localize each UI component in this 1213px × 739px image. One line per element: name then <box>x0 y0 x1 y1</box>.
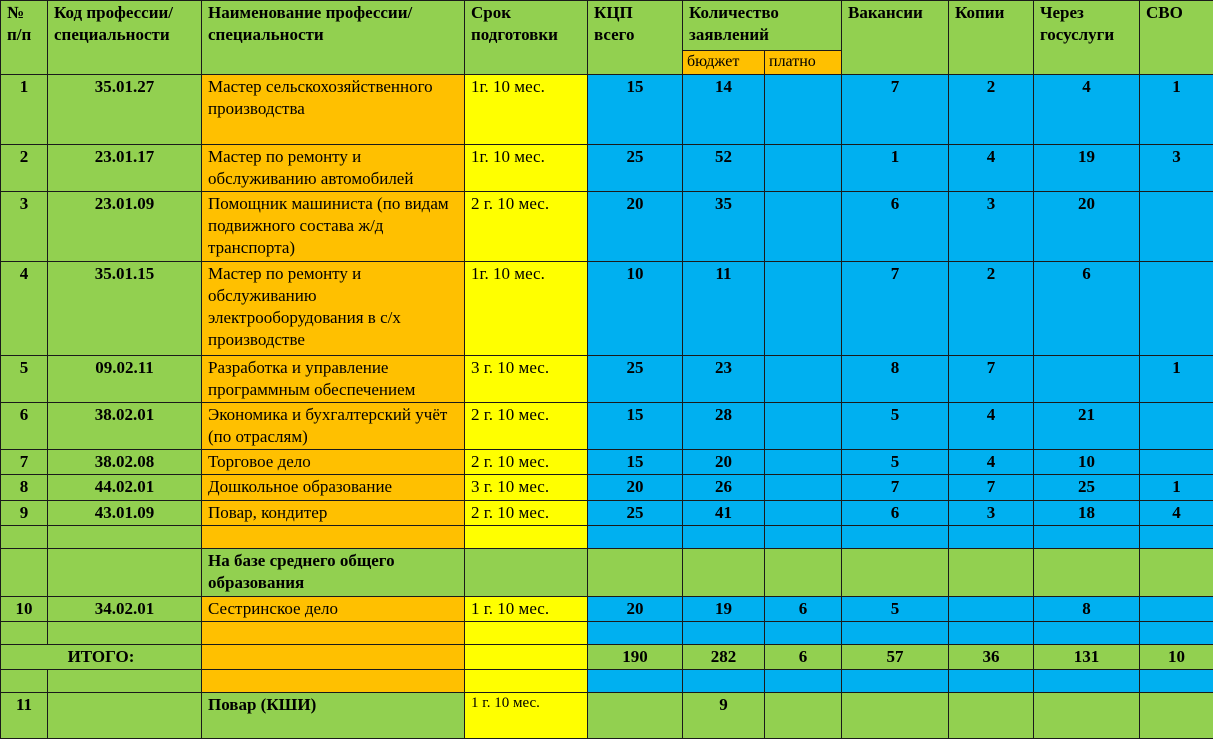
row-num: 4 <box>1 261 48 355</box>
row-gosuslugi: 18 <box>1034 500 1140 525</box>
empty-cell <box>465 525 588 548</box>
empty-cell <box>588 692 683 738</box>
empty-cell <box>48 669 202 692</box>
table-row <box>1 596 1213 621</box>
empty-cell <box>1140 548 1213 596</box>
empty-cell <box>765 548 842 596</box>
row-kcp: 15 <box>588 450 683 475</box>
header-budget: бюджет <box>683 51 765 75</box>
row-copies: 2 <box>949 74 1034 144</box>
row-gosuslugi: 20 <box>1034 191 1140 261</box>
row-name: Мастер по ремонту и обслуживанию электрооборудования в с/х производстве <box>202 261 465 355</box>
row-num: 2 <box>1 144 48 191</box>
table-row <box>1 261 1213 355</box>
header-copies: Копии <box>949 1 1034 75</box>
row-budget: 26 <box>683 475 765 500</box>
row-num: 10 <box>1 596 48 621</box>
table-row <box>1 450 1213 475</box>
empty-cell <box>842 692 949 738</box>
row-gosuslugi: 8 <box>1034 596 1140 621</box>
row-kcp: 15 <box>588 403 683 450</box>
row-paid: 6 <box>765 596 842 621</box>
row-svo <box>1140 261 1213 355</box>
header-applications: Количество заявлений <box>683 1 842 51</box>
empty-cell <box>465 644 588 669</box>
row-budget: 23 <box>683 355 765 402</box>
empty-cell <box>465 621 588 644</box>
row-paid <box>765 450 842 475</box>
empty-cell <box>588 548 683 596</box>
row-budget: 35 <box>683 191 765 261</box>
row-vacancies: 5 <box>842 450 949 475</box>
row-name: Повар, кондитер <box>202 500 465 525</box>
row-term: 1 г. 10 мес. <box>465 596 588 621</box>
row-kcp: 25 <box>588 355 683 402</box>
empty-cell <box>588 669 683 692</box>
row-name: Разработка и управление программным обеспечением <box>202 355 465 402</box>
row-term: 2 г. 10 мес. <box>465 403 588 450</box>
header-svo: СВО <box>1140 1 1213 75</box>
row-gosuslugi: 6 <box>1034 261 1140 355</box>
empty-cell <box>842 548 949 596</box>
total-vacancies: 57 <box>842 644 949 669</box>
row-vacancies: 7 <box>842 261 949 355</box>
empty-cell <box>1034 621 1140 644</box>
row-paid <box>765 403 842 450</box>
total-gosuslugi: 131 <box>1034 644 1140 669</box>
row-paid <box>765 74 842 144</box>
total-label: ИТОГО: <box>1 644 202 669</box>
row-name: Помощник машиниста (по видам подвижного состава ж/д транспорта) <box>202 191 465 261</box>
empty-cell <box>202 621 465 644</box>
header-name: Наименование профессии/специальности <box>202 1 465 75</box>
row-budget: 9 <box>683 692 765 738</box>
section-label: На базе среднего общего образования <box>202 548 465 596</box>
row-paid <box>765 261 842 355</box>
row-kcp: 20 <box>588 596 683 621</box>
spacer-row <box>1 525 1213 548</box>
empty-cell <box>949 692 1034 738</box>
row-paid <box>765 355 842 402</box>
header-gosuslugi: Через госуслуги <box>1034 1 1140 75</box>
total-svo: 10 <box>1140 644 1213 669</box>
row-budget: 14 <box>683 74 765 144</box>
table-row <box>1 355 1213 402</box>
empty-cell <box>765 525 842 548</box>
row-name: Сестринское дело <box>202 596 465 621</box>
empty-cell <box>48 548 202 596</box>
table-row <box>1 191 1213 261</box>
row-paid <box>765 475 842 500</box>
empty-cell <box>683 621 765 644</box>
row-code: 23.01.09 <box>48 191 202 261</box>
row-paid <box>765 144 842 191</box>
empty-cell <box>683 548 765 596</box>
row-budget: 41 <box>683 500 765 525</box>
empty-cell <box>1140 692 1213 738</box>
row-copies: 3 <box>949 191 1034 261</box>
row-name: Торговое дело <box>202 450 465 475</box>
row-kcp: 20 <box>588 191 683 261</box>
row-num: 8 <box>1 475 48 500</box>
table-row <box>1 475 1213 500</box>
row-code: 38.02.08 <box>48 450 202 475</box>
row-code: 23.01.17 <box>48 144 202 191</box>
row-copies: 4 <box>949 450 1034 475</box>
row-paid <box>765 500 842 525</box>
header-vacancies: Вакансии <box>842 1 949 75</box>
header-term: Срок подготовки <box>465 1 588 75</box>
table-row <box>1 692 1213 738</box>
row-budget: 19 <box>683 596 765 621</box>
row-name: Мастер по ремонту и обслуживанию автомобилей <box>202 144 465 191</box>
empty-cell <box>1140 669 1213 692</box>
row-vacancies: 7 <box>842 475 949 500</box>
row-code: 34.02.01 <box>48 596 202 621</box>
empty-cell <box>588 621 683 644</box>
empty-cell <box>1034 525 1140 548</box>
row-svo: 4 <box>1140 500 1213 525</box>
spacer-row <box>1 621 1213 644</box>
row-kcp: 25 <box>588 144 683 191</box>
section-row <box>1 548 1213 596</box>
row-name: Повар (КШИ) <box>202 692 465 738</box>
row-name: Экономика и бухгалтерский учёт (по отраслям) <box>202 403 465 450</box>
empty-cell <box>465 548 588 596</box>
row-copies <box>949 596 1034 621</box>
row-copies: 4 <box>949 403 1034 450</box>
total-kcp: 190 <box>588 644 683 669</box>
row-vacancies: 7 <box>842 74 949 144</box>
empty-cell <box>842 669 949 692</box>
row-code: 09.02.11 <box>48 355 202 402</box>
row-svo <box>1140 450 1213 475</box>
empty-cell <box>588 525 683 548</box>
empty-cell <box>1034 548 1140 596</box>
row-num: 9 <box>1 500 48 525</box>
table-row <box>1 144 1213 191</box>
row-copies: 4 <box>949 144 1034 191</box>
row-term: 1 г. 10 мес. <box>465 692 588 738</box>
row-code: 43.01.09 <box>48 500 202 525</box>
total-budget: 282 <box>683 644 765 669</box>
row-budget: 20 <box>683 450 765 475</box>
empty-cell <box>1 669 48 692</box>
empty-cell <box>842 525 949 548</box>
row-vacancies: 6 <box>842 500 949 525</box>
empty-cell <box>202 525 465 548</box>
row-name: Дошкольное образование <box>202 475 465 500</box>
row-term: 2 г. 10 мес. <box>465 191 588 261</box>
row-gosuslugi <box>1034 355 1140 402</box>
empty-cell <box>1 525 48 548</box>
header-kcp: КЦП всего <box>588 1 683 75</box>
empty-cell <box>1034 669 1140 692</box>
empty-cell <box>765 669 842 692</box>
row-num: 11 <box>1 692 48 738</box>
row-copies: 7 <box>949 355 1034 402</box>
table-row <box>1 500 1213 525</box>
row-budget: 52 <box>683 144 765 191</box>
row-vacancies: 5 <box>842 596 949 621</box>
row-kcp: 10 <box>588 261 683 355</box>
empty-cell <box>683 669 765 692</box>
row-gosuslugi: 25 <box>1034 475 1140 500</box>
row-budget: 11 <box>683 261 765 355</box>
empty-cell <box>842 621 949 644</box>
row-svo <box>1140 191 1213 261</box>
row-num: 3 <box>1 191 48 261</box>
row-num: 1 <box>1 74 48 144</box>
row-copies: 2 <box>949 261 1034 355</box>
row-term: 1г. 10 мес. <box>465 144 588 191</box>
row-vacancies: 8 <box>842 355 949 402</box>
header-num: № п/п <box>1 1 48 75</box>
row-term: 1г. 10 мес. <box>465 74 588 144</box>
row-code: 35.01.15 <box>48 261 202 355</box>
empty-cell <box>1 621 48 644</box>
empty-cell <box>765 692 842 738</box>
row-term: 1г. 10 мес. <box>465 261 588 355</box>
row-code: 38.02.01 <box>48 403 202 450</box>
row-term: 2 г. 10 мес. <box>465 500 588 525</box>
header-code: Код профессии/ специальности <box>48 1 202 75</box>
empty-cell <box>949 669 1034 692</box>
row-svo: 1 <box>1140 74 1213 144</box>
row-gosuslugi: 19 <box>1034 144 1140 191</box>
row-num: 5 <box>1 355 48 402</box>
row-kcp: 25 <box>588 500 683 525</box>
empty-cell <box>202 669 465 692</box>
empty-cell <box>949 548 1034 596</box>
total-row <box>1 644 1213 669</box>
row-budget: 28 <box>683 403 765 450</box>
row-num: 7 <box>1 450 48 475</box>
row-svo <box>1140 596 1213 621</box>
empty-cell <box>1034 692 1140 738</box>
row-svo <box>1140 403 1213 450</box>
spacer-row <box>1 669 1213 692</box>
row-vacancies: 1 <box>842 144 949 191</box>
empty-cell <box>949 621 1034 644</box>
empty-cell <box>48 692 202 738</box>
empty-cell <box>48 525 202 548</box>
row-vacancies: 5 <box>842 403 949 450</box>
empty-cell <box>1140 621 1213 644</box>
empty-cell <box>1140 525 1213 548</box>
row-copies: 3 <box>949 500 1034 525</box>
header-paid: платно <box>765 51 842 75</box>
empty-cell <box>202 644 465 669</box>
row-term: 3 г. 10 мес. <box>465 355 588 402</box>
total-paid: 6 <box>765 644 842 669</box>
row-name: Мастер сельскохозяйственного производства <box>202 74 465 144</box>
row-vacancies: 6 <box>842 191 949 261</box>
empty-cell <box>1 548 48 596</box>
empty-cell <box>949 525 1034 548</box>
empty-cell <box>683 525 765 548</box>
table-row <box>1 403 1213 450</box>
row-svo: 1 <box>1140 355 1213 402</box>
row-gosuslugi: 21 <box>1034 403 1140 450</box>
row-kcp: 15 <box>588 74 683 144</box>
row-code: 44.02.01 <box>48 475 202 500</box>
table-row <box>1 74 1213 144</box>
row-copies: 7 <box>949 475 1034 500</box>
row-code: 35.01.27 <box>48 74 202 144</box>
row-gosuslugi: 4 <box>1034 74 1140 144</box>
row-term: 3 г. 10 мес. <box>465 475 588 500</box>
empty-cell <box>48 621 202 644</box>
row-svo: 1 <box>1140 475 1213 500</box>
row-term: 2 г. 10 мес. <box>465 450 588 475</box>
row-paid <box>765 191 842 261</box>
row-num: 6 <box>1 403 48 450</box>
empty-cell <box>765 621 842 644</box>
row-gosuslugi: 10 <box>1034 450 1140 475</box>
row-svo: 3 <box>1140 144 1213 191</box>
total-copies: 36 <box>949 644 1034 669</box>
empty-cell <box>465 669 588 692</box>
row-kcp: 20 <box>588 475 683 500</box>
